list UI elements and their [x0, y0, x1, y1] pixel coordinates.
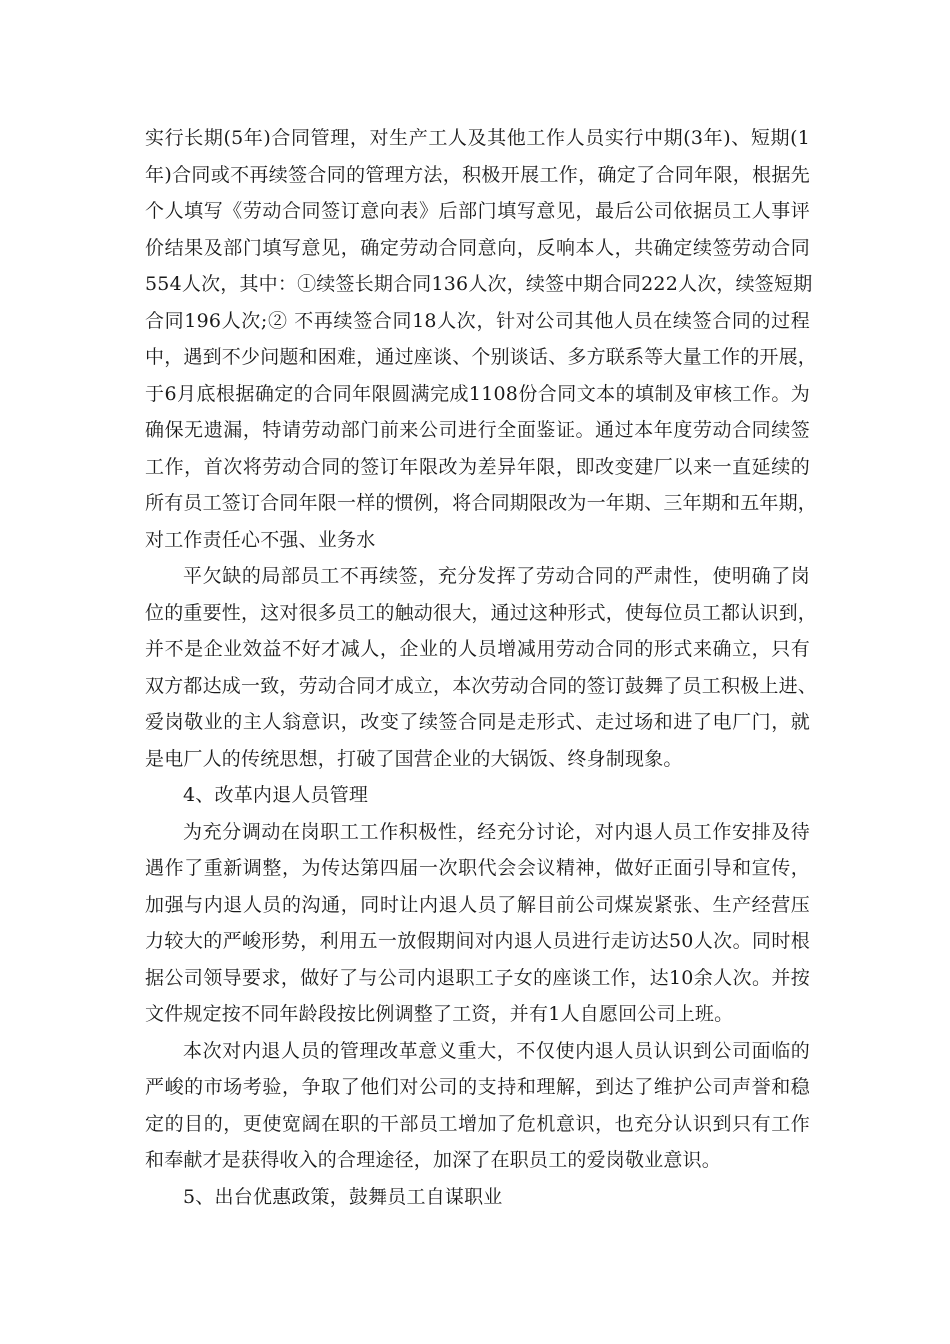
text-line: 个人填写《劳动合同签订意向表》后部门填写意见，最后公司依据员工人事评 [145, 200, 810, 222]
text-line: 年)合同或不再续签合同的管理方法，积极开展工作，确定了合同年限，根据先 [145, 163, 810, 186]
text-line: 爱岗敬业的主人翁意识，改变了续签合同是走形式、走过场和进了电厂门，就 [145, 711, 810, 733]
paragraph [145, 120, 818, 558]
text-line: 4、改革内退人员管理 [183, 784, 369, 806]
text-line: 文件规定按不同年龄段按比例调整了工资，并有1人自愿回公司上班。 [145, 1003, 734, 1025]
text-line: 定的目的，更使宽阔在职的干部员工增加了危机意识，也充分认识到只有工作 [145, 1112, 810, 1135]
text-line: 554人次，其中：①续签长期合同136人次，续签中期合同222人次，续签短期 [145, 273, 813, 295]
text-line: 所有员工签订合同年限一样的惯例，将合同期限改为一年期、三年期和五年期， [145, 492, 818, 514]
paragraph [145, 814, 810, 1033]
text-line: 本次对内退人员的管理改革意义重大，不仅使内退人员认识到公司面临的 [183, 1039, 810, 1062]
text-line: 价结果及部门填写意见，确定劳动合同意向，反响本人，共确定续签劳动合同 [145, 236, 810, 259]
section-heading [145, 1179, 810, 1216]
text-line: 对工作责任心不强、业务水 [145, 528, 376, 551]
text-line: 确保无遗漏，特请劳动部门前来公司进行全面鉴证。通过本年度劳动合同续签 [145, 419, 810, 441]
text-line: 于6月底根据确定的合同年限圆满完成1108份合同文本的填制及审核工作。为 [145, 382, 810, 405]
text-line: 力较大的严峻形势，利用五一放假期间对内退人员进行走访达50人次。同时根 [145, 930, 810, 952]
text-line: 加强与内退人员的沟通，同时让内退人员了解目前公司煤炭紧张、生产经营压 [145, 893, 810, 916]
text-line: 为充分调动在岗职工工作积极性，经充分讨论，对内退人员工作安排及待 [183, 820, 810, 843]
paragraph [145, 1033, 810, 1179]
text-line: 中，遇到不少问题和困难，通过座谈、个别谈话、多方联系等大量工作的开展， [145, 346, 818, 368]
text-line: 实行长期(5年)合同管理，对生产工人及其他工作人员实行中期(3年)、短期(1 [145, 127, 810, 149]
paragraph [145, 558, 818, 777]
text-line: 并不是企业效益不好才减人，企业的人员增减用劳动合同的形式来确立，只有 [145, 638, 810, 660]
text-line: 位的重要性，这对很多员工的触动很大，通过这种形式，使每位员工都认识到， [145, 601, 818, 624]
text-line: 和奉献才是获得收入的合理途径，加深了在职员工的爱岗敬业意识。 [145, 1149, 722, 1171]
text-line: 平欠缺的局部员工不再续签，充分发挥了劳动合同的严肃性，使明确了岗 [183, 565, 810, 587]
text-line: 双方都达成一致，劳动合同才成立，本次劳动合同的签订鼓舞了员工积极上进、 [145, 674, 818, 697]
text-line: 5、出台优惠政策，鼓舞员工自谋职业 [183, 1185, 503, 1208]
text-line: 工作，首次将劳动合同的签订年限改为差异年限，即改变建厂以来一直延续的 [145, 455, 810, 478]
text-line: 据公司领导要求，做好了与公司内退职工子女的座谈工作，达10余人次。并按 [145, 966, 810, 989]
section-heading [145, 777, 810, 814]
text-line: 是电厂人的传统思想，打破了国营企业的大锅饭、终身制现象。 [145, 747, 683, 770]
text-line: 遇作了重新调整，为传达第四届一次职代会会议精神，做好正面引导和宣传， [145, 857, 810, 879]
text-line: 严峻的市场考验，争取了他们对公司的支持和理解，到达了维护公司声誉和稳 [145, 1076, 810, 1098]
text-line: 合同196人次;② 不再续签合同18人次，针对公司其他人员在续签合同的过程 [145, 309, 810, 332]
document-body [145, 120, 818, 1215]
